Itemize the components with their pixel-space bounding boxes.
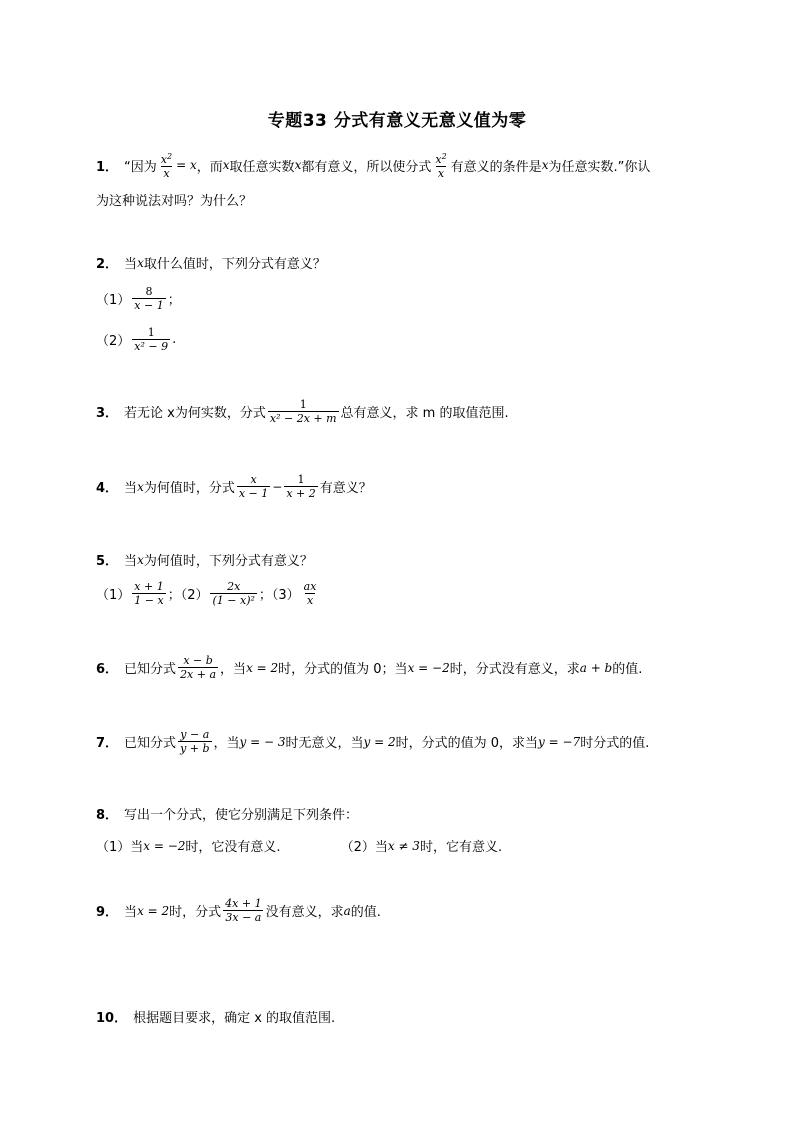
question-2-part-1: （1） $\frac{8}{x - 1}$ ； bbox=[96, 285, 181, 312]
question-2-part-2: （2） $\frac{1}{\text{x² − 9}}$ . bbox=[96, 326, 177, 353]
question-number: 1． bbox=[96, 159, 119, 175]
question-2: 2． 当 x 取什么值时，下列分式有意义？ bbox=[96, 255, 326, 272]
fraction: $\frac{y - a}{y + b}$ bbox=[180, 728, 210, 755]
question-1-line-2: 为这种说法对吗？为什么？ bbox=[96, 194, 253, 209]
fraction: $\frac{1}{\text{x² − 9}}$ bbox=[134, 326, 169, 353]
fraction: $\frac{8}{x - 1}$ bbox=[134, 285, 164, 312]
question-7: 7． 已知分式 $\frac{y - a}{y + b}$ ，当 y = − 3 时无意义，当 y = 2 时，分式的值为 0，求当 y = −7 时分式的值. bbox=[96, 728, 650, 755]
fraction-x2-over-x: $\frac{x^2}{x}$ bbox=[160, 152, 173, 180]
fraction: $\frac{4x + 1}{3x - a}$ bbox=[225, 897, 262, 924]
question-10: 10． 根据题目要求，确定 x 的取值范围. bbox=[96, 1011, 336, 1026]
question-8: 8． 写出一个分式，使它分别满足下列条件： bbox=[96, 808, 359, 823]
question-3: 3． 若无论 x为何实数，分式 $\frac{1}{\text{x² − 2x + m}}$ 总有意义，求 m 的取值范围. bbox=[96, 398, 509, 425]
fraction: $\frac{ax}{x}$ bbox=[303, 580, 317, 607]
fraction: $\frac{1}{\text{x² − 2x + m}}$ bbox=[269, 398, 337, 425]
question-6: 6． 已知分式 $\frac{x - b}{2x + a}$ ，当 x = 2 时，分式的值为 0；当 x = −2 时，分式没有意义，求 a + b 的值. bbox=[96, 654, 643, 681]
fraction: $\frac{1}{x + 2}$ bbox=[286, 473, 316, 500]
question-1-line-1: 1． “因为 $\frac{x^2}{x}$ = x ，而 x 取任意实数 x 都有意义，所以使分式 $\frac{x^2}{x}$ 有意义的条件是 x 为任意实数.”你认 bbox=[96, 152, 651, 180]
question-8-parts: （1）当 x = −2 时，它没有意义. （2）当 x ≠ 3 时，它有意义. bbox=[96, 838, 503, 855]
fraction-x2-over-x: $\frac{x^2}{x}$ bbox=[435, 152, 447, 180]
question-5-parts: （1） $\frac{x + 1}{1 - x}$ ；（2） $\frac{2x}{\text{(1 − x)²}}$ ；（3） $\frac{ax}{x}$ bbox=[96, 580, 317, 607]
question-5: 5． 当 x 为何值时，下列分式有意义？ bbox=[96, 552, 313, 569]
fraction: $\frac{x - b}{2x + a}$ bbox=[180, 654, 217, 681]
fraction: $\frac{2x}{\text{(1 − x)²}}$ bbox=[212, 580, 255, 607]
question-4: 4． 当 x 为何值时，分式 $\frac{x}{x - 1}$ − $\frac{1}{x + 2}$ 有意义？ bbox=[96, 473, 372, 500]
question-9: 9． 当 x = 2 时，分式 $\frac{4x + 1}{3x - a}$ 没有意义，求 a 的值. bbox=[96, 897, 381, 924]
fraction: $\frac{x + 1}{1 - x}$ bbox=[134, 580, 164, 607]
fraction: $\frac{x}{x - 1}$ bbox=[238, 473, 269, 500]
page-title: 专题33 分式有意义无意义值为零 bbox=[267, 111, 527, 131]
